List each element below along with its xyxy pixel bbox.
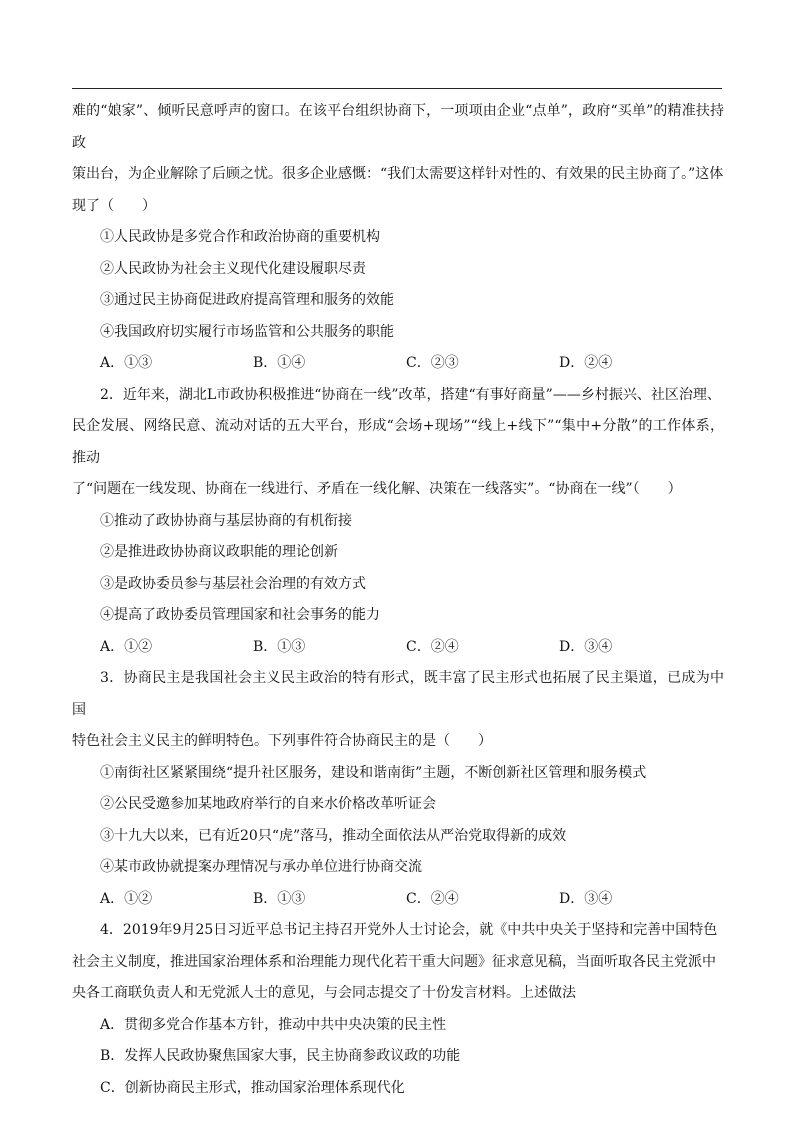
q4-option-a[interactable]: A．贯彻多党合作基本方针，推动中共中央决策的民主性	[100, 1016, 447, 1033]
q3-choices	[72, 884, 724, 916]
q4-stem-line-2: 社会主义制度，推进国家治理体系和治理能力现代化若干重大问题》征求意见稿，当面听取各民主党派中	[72, 953, 716, 970]
q3-choice-a[interactable]: A．①②	[100, 890, 153, 907]
q1-choice-a[interactable]: A．①③	[100, 355, 153, 371]
q2-choices	[72, 632, 724, 664]
q3-statement-4: ④某市政协就提案办理情况与承办单位进行协商交流	[100, 859, 422, 875]
q2-stem-line-3: 了“问题在一线发现、协商在一线进行、矛盾在一线化解、决策在一线落实”。“协商在一线”（ ）	[72, 481, 682, 497]
q1-choices	[72, 348, 724, 380]
q2-statement-4: ④提高了政协委员管理国家和社会事务的能力	[100, 607, 380, 623]
q1-statement-1: ①人民政协是多党合作和政治协商的重要机构	[100, 229, 380, 245]
q2-choice-b[interactable]: B．①③	[253, 638, 306, 655]
q1-statement-3: ③通过民主协商促进政府提高管理和服务的效能	[100, 292, 394, 308]
q2-statement-3: ③是政协委员参与基层社会治理的有效方式	[100, 575, 366, 592]
header-rule	[72, 88, 722, 89]
q3-choice-d[interactable]: D．③④	[559, 890, 613, 907]
page-content	[72, 96, 724, 1104]
question-1	[72, 96, 724, 380]
q1-choice-b[interactable]: B．①④	[253, 355, 306, 371]
q3-statement-1: ①南街社区紧紧围绕“提升社区服务，建设和谐南街”主题，不断创新社区管理和服务模式	[100, 764, 647, 781]
q3-stem-line-1: 3．协商民主是我国社会主义民主政治的特有形式，既丰富了民主形式也拓展了民主渠道，已成为中国	[72, 670, 724, 718]
q1-statement-4: ④我国政府切实履行市场监管和公共服务的职能	[100, 323, 394, 340]
q2-stem-line-2: 民企发展、网络民意、流动对话的五大平台，形成“会场+现场”“线上+线下”“集中+分散”的工作体系，推动	[72, 418, 724, 466]
q4-stem-line-1: 4．2019年9月25日习近平总书记主持召开党外人士讨论会，就《中共中央关于坚持和完善中国特色	[100, 922, 718, 938]
q2-choice-a[interactable]: A．①②	[100, 638, 153, 655]
q2-choice-c[interactable]: C．②④	[406, 638, 459, 655]
q1-stem-line-3: 现了（ ）	[72, 197, 156, 214]
q3-choice-c[interactable]: C．②④	[406, 890, 459, 907]
q2-statement-2: ②是推进政协协商议政职能的理论创新	[100, 544, 338, 560]
q3-stem-line-2: 特色社会主义民主的鲜明特色。下列事件符合协商民主的是（ ）	[72, 733, 492, 749]
q2-stem-line-1: 2．近年来，湖北L市政协积极推进“协商在一线”改革，搭建“有事好商量”——乡村振兴、社区治理、	[100, 386, 721, 403]
q4-option-c[interactable]: C．创新协商民主形式，推动国家治理体系现代化	[100, 1079, 405, 1096]
q4-option-b[interactable]: B．发挥人民政协聚焦国家大事，民主协商参政议政的功能	[100, 1048, 461, 1064]
q3-statement-2: ②公民受邀参加某地政府举行的自来水价格改革听证会	[100, 796, 436, 812]
q1-stem-line-1: 难的“娘家”、倾听民意呼声的窗口。在该平台组织协商下，一项项由企业“点单”，政府“买单”的精准扶持政	[72, 103, 724, 151]
q3-choice-b[interactable]: B．①③	[253, 890, 306, 907]
question-2	[72, 380, 724, 664]
q2-statement-1: ①推动了政协协商与基层协商的有机衔接	[100, 512, 352, 529]
q1-statement-2: ②人民政协为社会主义现代化建设履职尽责	[100, 260, 366, 277]
question-4	[72, 915, 724, 1104]
question-3	[72, 663, 724, 915]
q1-choice-d[interactable]: D．②④	[559, 355, 613, 371]
q2-choice-d[interactable]: D．③④	[559, 638, 613, 655]
q1-choice-c[interactable]: C．②③	[406, 355, 459, 371]
q1-stem-line-2: 策出台，为企业解除了后顾之忧。很多企业感慨：“我们太需要这样针对性的、有效果的民主协商了。”这体	[72, 166, 724, 182]
q3-statement-3: ③十九大以来，已有近20只“虎”落马，推动全面依法从严治党取得新的成效	[100, 827, 567, 844]
q4-stem-line-3: 央各工商联负责人和无党派人士的意见，与会同志提交了十份发言材料。上述做法	[72, 985, 576, 1001]
